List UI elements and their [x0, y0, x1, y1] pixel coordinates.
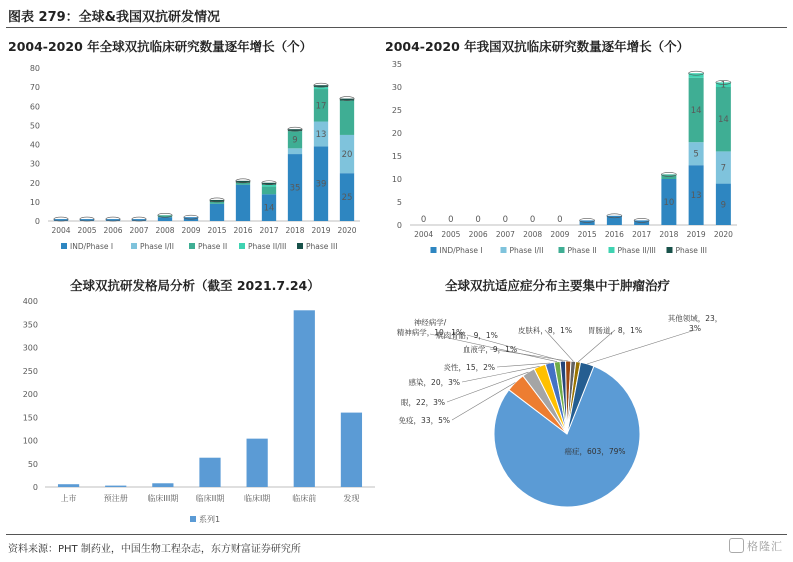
legend-swatch	[431, 247, 437, 253]
data-label: 1	[720, 80, 727, 91]
legend-swatch	[189, 243, 195, 249]
chart4-title: 全球双抗适应症分布主要集中于肿瘤治疗	[445, 278, 671, 293]
data-label: 5	[693, 149, 699, 160]
x-tick-label: 2016	[604, 230, 624, 239]
bar	[199, 458, 220, 487]
legend-label: IND/Phase I	[70, 242, 114, 251]
legend-label: Phase II/III	[617, 246, 656, 255]
legend-swatch	[239, 243, 245, 249]
x-tick-label: 2004	[51, 226, 71, 235]
pie-label: 肌肉骨骼，9，1%	[436, 331, 498, 340]
logo-text: 格隆汇	[747, 540, 783, 553]
legend-swatch	[190, 516, 196, 522]
bottom-rule	[6, 534, 787, 535]
pipeline-chart	[0, 294, 385, 534]
x-tick-label: 上市	[60, 494, 77, 503]
y-tick-label: 30	[391, 83, 402, 92]
data-label: 14	[690, 106, 702, 116]
data-label: 0	[420, 215, 427, 225]
y-tick-label: 150	[22, 413, 38, 423]
data-label: 13	[315, 129, 327, 140]
x-tick-label: 2018	[659, 230, 679, 239]
pie-label: 其他领域，23， 3%	[667, 314, 723, 333]
data-label: 14	[263, 203, 275, 214]
y-tick-label: 400	[22, 297, 38, 306]
x-tick-label: 2005	[441, 230, 461, 239]
data-label: 0	[448, 215, 454, 225]
y-tick-label: 50	[29, 121, 40, 131]
legend-label: Phase I/II	[140, 242, 174, 251]
y-tick-label: 25	[391, 106, 402, 115]
legend-swatch	[667, 247, 673, 253]
bar	[58, 484, 79, 487]
data-label: 7	[720, 163, 727, 174]
y-tick-label: 10	[29, 197, 40, 207]
x-tick-label: 2015	[207, 226, 227, 235]
data-label: 17	[315, 101, 327, 112]
pie-label: 免疫，33，5%	[398, 416, 450, 425]
legend-swatch	[297, 243, 303, 249]
data-label: 25	[341, 193, 353, 204]
pie-label: 眼，22，3%	[401, 398, 445, 407]
chart1-title: 2004-2020 年全球双抗临床研究数量逐年增长（个）	[8, 39, 313, 54]
top-rule	[6, 27, 787, 28]
x-tick-label: 2015	[577, 230, 597, 239]
data-label: 0	[557, 215, 563, 225]
page-title: 图表 279：全球&我国双抗研发情况	[8, 10, 220, 25]
legend-swatch	[61, 243, 67, 249]
x-tick-label: 临床III期	[147, 494, 179, 503]
data-label: 0	[502, 215, 509, 225]
pie-label: 神经病学/精神病学，10，1%	[396, 318, 464, 337]
x-tick-label: 预注册	[103, 494, 128, 503]
pie-label: 血液学，9，1%	[462, 345, 518, 354]
bar	[105, 486, 126, 487]
data-label: 9	[720, 200, 727, 211]
x-tick-label: 发现	[343, 494, 360, 503]
y-tick-label: 70	[29, 83, 40, 93]
x-tick-label: 2009	[550, 230, 570, 239]
legend-label: Phase II/III	[248, 242, 287, 251]
x-tick-label: 临床前	[292, 494, 317, 503]
legend-label: Phase III	[675, 246, 707, 255]
y-tick-label: 50	[27, 459, 38, 469]
data-label: 10	[663, 198, 675, 208]
legend-label: Phase II	[567, 246, 597, 255]
bar	[152, 483, 173, 487]
y-tick-label: 20	[29, 178, 40, 188]
x-tick-label: 2016	[233, 226, 253, 235]
y-tick-label: 300	[22, 343, 38, 353]
x-tick-label: 2005	[77, 226, 97, 235]
data-label: 9	[292, 135, 298, 146]
x-tick-label: 2007	[495, 230, 515, 239]
legend-label: Phase II	[198, 242, 228, 251]
legend-label: 系列1	[199, 515, 221, 524]
y-tick-label: 20	[391, 129, 402, 138]
x-tick-label: 2018	[285, 226, 305, 235]
legend-swatch	[559, 247, 565, 253]
legend-label: IND/Phase I	[439, 246, 483, 255]
indication-pie-chart	[385, 294, 785, 534]
pie-label: 炎性，15，2%	[443, 363, 495, 372]
x-tick-label: 2019	[311, 226, 331, 235]
bar	[341, 413, 362, 487]
data-label: 0	[529, 215, 536, 225]
x-tick-label: 2007	[129, 226, 149, 235]
global-clinical-chart	[0, 58, 385, 268]
logo-icon	[729, 538, 744, 553]
legend-swatch	[609, 247, 615, 253]
pie-label: 感染，20，3%	[408, 378, 460, 387]
y-tick-label: 200	[22, 390, 38, 399]
y-tick-label: 15	[391, 152, 402, 161]
leader-line	[587, 330, 695, 364]
data-label: 20	[341, 150, 353, 161]
x-tick-label: 2006	[103, 226, 123, 235]
x-tick-label: 2008	[155, 226, 175, 235]
x-tick-label: 2019	[686, 230, 706, 239]
data-label: 13	[690, 191, 702, 202]
x-tick-label: 2017	[632, 230, 652, 239]
pie-label: 癌症，603，79%	[564, 447, 626, 456]
x-tick-label: 2004	[414, 230, 434, 239]
bar-segment	[210, 204, 224, 221]
y-tick-label: 60	[29, 102, 40, 112]
bar-segment	[236, 185, 250, 221]
source-note: 资料来源：PHT 制药业，中国生物工程杂志，东方财富证券研究所	[8, 544, 301, 555]
bar-segment	[340, 101, 354, 135]
y-tick-label: 40	[29, 140, 40, 150]
pie-label: 皮肤科，8，1%	[517, 326, 573, 335]
chart2-title: 2004-2020 年我国双抗临床研究数量逐年增长（个）	[385, 39, 690, 54]
data-label: 14	[717, 115, 729, 126]
y-tick-label: 350	[22, 320, 38, 330]
y-tick-label: 35	[391, 60, 402, 69]
bar-segment	[262, 187, 276, 195]
logo	[729, 538, 783, 554]
bar-segment	[288, 148, 302, 154]
legend-label: Phase III	[306, 242, 338, 251]
y-tick-label: 0	[34, 217, 40, 226]
y-tick-label: 30	[29, 159, 40, 169]
legend-label: Phase I/II	[509, 246, 544, 255]
x-tick-label: 2020	[337, 226, 357, 235]
x-tick-label: 2017	[259, 226, 279, 235]
y-tick-label: 250	[22, 366, 38, 376]
data-label: 0	[475, 215, 481, 225]
bar	[247, 439, 268, 487]
x-tick-label: 2008	[523, 230, 543, 239]
y-tick-label: 5	[396, 198, 402, 207]
x-tick-label: 临床I期	[243, 494, 271, 503]
x-tick-label: 2009	[181, 226, 201, 235]
y-tick-label: 10	[391, 175, 402, 184]
x-tick-label: 2006	[468, 230, 488, 239]
x-tick-label: 2020	[713, 230, 733, 239]
y-tick-label: 100	[22, 436, 38, 446]
bar-segment	[158, 217, 172, 221]
y-tick-label: 0	[396, 221, 402, 230]
y-tick-label: 80	[29, 64, 40, 73]
pie-label: 胃肠道，8，1%	[587, 326, 643, 335]
x-tick-label: 临床II期	[195, 494, 225, 503]
chart3-title: 全球双抗研发格局分析（截至 2021.7.24）	[70, 278, 320, 293]
china-clinical-chart	[385, 58, 785, 268]
data-label: 39	[315, 179, 327, 190]
y-tick-label: 0	[32, 483, 38, 492]
legend-swatch	[131, 243, 137, 249]
bar	[294, 310, 315, 487]
data-label: 35	[289, 183, 301, 194]
legend-swatch	[501, 247, 507, 253]
